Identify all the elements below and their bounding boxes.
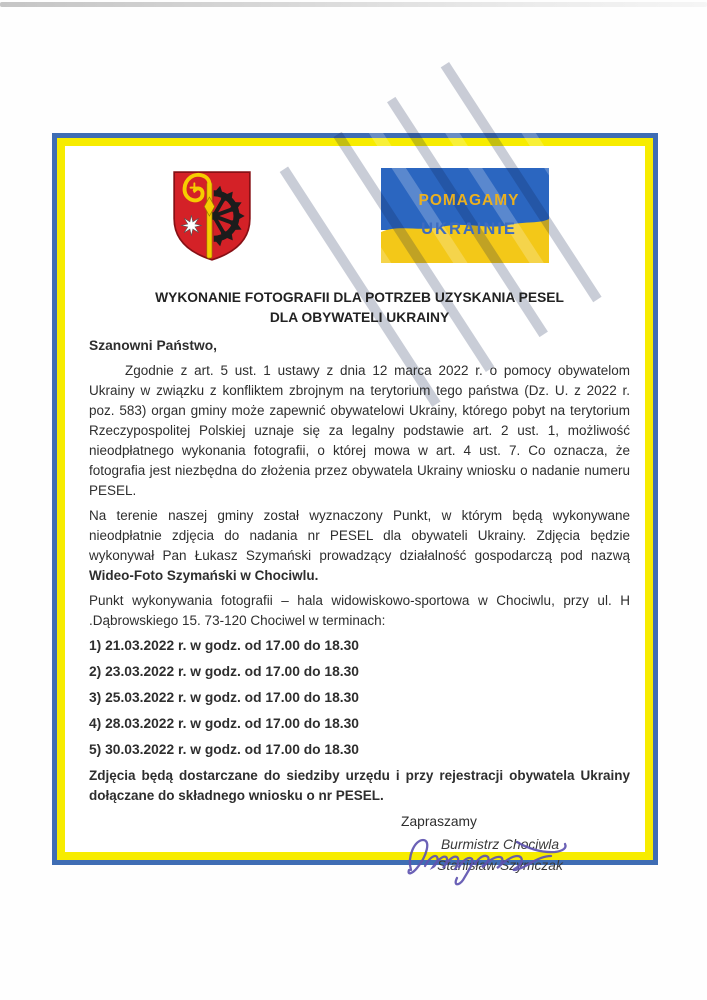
date-item-4: 4) 28.03.2022 r. w godz. od 17.00 do 18.30: [89, 716, 359, 731]
signature-name: Stanisław Szymczak: [437, 858, 563, 873]
paragraph-photo-point: [89, 506, 630, 586]
chociwel-coat-of-arms: [169, 168, 255, 264]
handwritten-signature: [397, 826, 597, 890]
invitation-text: Zapraszamy: [401, 814, 477, 829]
banner-text-ukrainie: UKRAINIE: [421, 220, 517, 238]
salutation: Szanowni Państwo,: [89, 338, 218, 353]
scanner-artifact-line: [0, 2, 707, 7]
document-header: [169, 168, 630, 264]
document-frame: [52, 133, 658, 873]
page-title-line1: WYKONANIE FOTOGRAFII DLA POTRZEB UZYSKANIA PESEL: [155, 290, 564, 305]
pomagamy-ukrainie-banner: [381, 168, 549, 263]
banner-text-pomagamy: POMAGAMY: [418, 192, 520, 209]
paragraph-photo-point-bold: Wideo-Foto Szymański w Chociwlu.: [89, 568, 319, 583]
page-title: [89, 288, 630, 328]
paragraph-legal-basis: Zgodnie z art. 5 ust. 1 ustawy z dnia 12 marca 2022 r. o pomocy obywatelom Ukrainy w związku z konfliktem zbrojnym na terytorium tego państwa (Dz. U. z 2022 r. poz. 583) organ gminy może zapewnić obywatelowi Ukrainy, którego pobyt na terytorium Rzeczypospolitej Polskiej uznaje się za legalny podstawie art. 2 ust. 1, możliwość nieodpłatnego wykonania fotografii, o której mowa w art. 4 ust. 7. Co oznacza, że fotografia jest niezbędna do złożenia przez obywatela Ukrainy wniosku o nadanie numeru PESEL.: [89, 363, 630, 498]
dates-list: [89, 636, 630, 760]
signature-block: [385, 834, 615, 876]
date-item-1: 1) 21.03.2022 r. w godz. od 17.00 do 18.30: [89, 638, 359, 653]
date-item-2: 2) 23.03.2022 r. w godz. od 17.00 do 18.30: [89, 664, 359, 679]
paragraph-location: Punkt wykonywania fotografii – hala widowiskowo-sportowa w Chociwlu, przy ul. H .Dąbrowskiego 15. 73-120 Chociwel w terminach:: [89, 593, 630, 628]
date-item-3: 3) 25.03.2022 r. w godz. od 17.00 do 18.30: [89, 690, 359, 705]
signature-title: Burmistrz Chociwla: [440, 837, 560, 852]
star-icon: [181, 215, 202, 236]
page-title-line2: DLA OBYWATELI UKRAINY: [269, 310, 450, 325]
date-item-5: 5) 30.03.2022 r. w godz. od 17.00 do 18.30: [89, 742, 359, 757]
closing-paragraph: Zdjęcia będą dostarczane do siedziby urzędu i przy rejestracji obywatela Ukrainy dołączane do składnego wniosku o nr PESEL.: [89, 768, 630, 803]
document-content-area: [57, 138, 653, 873]
paragraph-photo-point-text: Na terenie naszej gminy został wyznaczony Punkt, w którym będą wykonywane nieodpłatnie zdjęcia do nadania nr PESEL dla obywateli Ukrainy. Zdjęcia będzie wykonywał Pan Łukasz Szymański prowadzący działalność gospodarczą pod nazwą: [89, 508, 630, 563]
